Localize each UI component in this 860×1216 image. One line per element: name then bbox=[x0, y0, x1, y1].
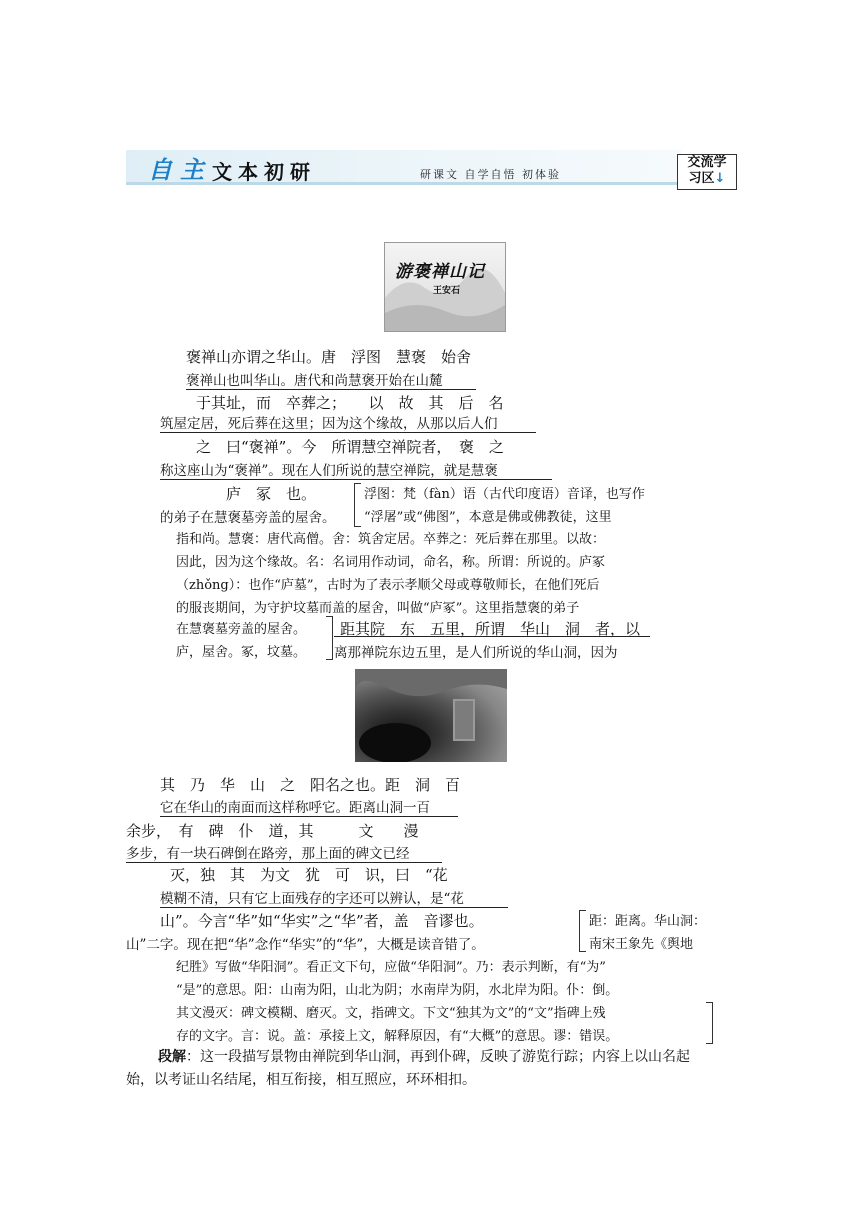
p2-original-3: 余步， 有 碑 仆 道，其 文 漫 bbox=[126, 822, 419, 840]
p1-original-4: 庐 冢 也。 bbox=[226, 485, 317, 503]
banner-underline bbox=[126, 182, 681, 185]
banner-title: 文本初研 bbox=[212, 160, 316, 184]
calligraphy-title: 游褒禅山记 bbox=[395, 262, 485, 282]
cave-rock-illustration bbox=[355, 669, 507, 762]
note2-bracket-left bbox=[579, 910, 586, 952]
p2-note-3: 纪胜》写做“华阳洞”。看正文下句，应做“华阳洞”。乃：表示判断，有“为” bbox=[176, 960, 606, 975]
p1-note-6: 的服丧期间，为守护坟墓而盖的屋舍，叫做“庐冢”。这里指慧褒的弟子 bbox=[176, 601, 580, 616]
p2-note-6: 存的文字。言：说。盖：承接上文，解释原因，有“大概”的意思。谬：错误。 bbox=[176, 1029, 619, 1044]
note2-bracket-right bbox=[706, 1002, 713, 1044]
p1-translation-4: 的弟子在慧褒墓旁盖的屋舍。 bbox=[160, 510, 336, 526]
banner-subtitle: 研课文 自学自悟 初体验 bbox=[420, 168, 561, 181]
exchange-label-1: 交流学 bbox=[687, 155, 727, 170]
p2-note-1: 距：距离。华山洞： bbox=[589, 914, 707, 929]
analysis-text-1: ：这一段描写景物由禅院到华山洞，再到仆碑，反映了游览行踪；内容上以山名起 bbox=[186, 1049, 690, 1065]
calligraphy-author: 王安石 bbox=[433, 286, 461, 296]
cave-photo bbox=[355, 669, 507, 762]
title-calligraphy-image bbox=[384, 242, 506, 332]
analysis-text-2: 始，以考证山名结尾，相互衔接，相互照应，环环相扣。 bbox=[126, 1072, 476, 1088]
down-arrow-icon: ↓ bbox=[714, 171, 726, 186]
p2-translation-5: 山”二字。现在把“华”念作“华实”的“华”，大概是读音错了。 bbox=[126, 937, 485, 953]
p2-original-4: 灭，独 其 为文 犹 可 识，曰 “花 bbox=[170, 866, 448, 884]
p2-original-2: 其 乃 华 山 之 阳名之也。距 洞 百 bbox=[160, 776, 461, 794]
p1-original-1: 褒禅山亦谓之华山。唐 浮图 慧褒 始舍 bbox=[186, 348, 472, 366]
p2-translation-3: 多步，有一块石碑倒在路旁，那上面的碑文已经 bbox=[126, 842, 442, 863]
exchange-label-2: 习区 bbox=[688, 171, 715, 186]
p1-note-4: 因此，因为这个缘故。名：名词用作动词，命名，称。所谓：所说的。庐冢 bbox=[176, 555, 606, 570]
p1-note-1: 浮图：梵（fàn）语（古代印度语）音译，也写作 bbox=[364, 487, 645, 502]
p2-underline-1 bbox=[334, 636, 650, 637]
p2-note-2: 南宋王象先《舆地 bbox=[589, 937, 694, 952]
analysis-label: 段解 bbox=[158, 1049, 186, 1065]
p2-translation-1: 离那禅院东边五里，是人们所说的华山洞，因为 bbox=[334, 645, 618, 661]
p2-translation-2: 它在华山的南面而这样称呼它。距离山洞一百 bbox=[160, 796, 458, 817]
p1-original-3: 之 曰“褒禅”。今 所谓慧空禅院者， 褒 之 bbox=[196, 438, 504, 456]
p1-note-8: 庐，屋舍。冢，坟墓。 bbox=[176, 645, 307, 660]
p1-original-2: 于其址，而 卒葬之； 以 故 其 后 名 bbox=[196, 394, 504, 412]
p1-note-3: 指和尚。慧褒：唐代高僧。舍：筑舍定居。卒葬之：死后葬在那里。以故： bbox=[176, 532, 606, 547]
banner-zhu: 主 bbox=[180, 156, 204, 184]
p1-note-2: “浮屠”或“佛图”，本意是佛或佛教徒，这里 bbox=[364, 510, 612, 525]
note-bracket-right bbox=[326, 616, 333, 660]
p1-note-5: （zhǒng）：也作“庐墓”，古时为了表示孝顺父母或尊敬师长，在他们死后 bbox=[176, 578, 600, 593]
section-banner bbox=[126, 150, 681, 184]
p1-translation-2: 筑屋定居，死后葬在这里；因为这个缘故，从那以后人们 bbox=[160, 412, 536, 433]
banner-zi: 自 bbox=[148, 156, 172, 184]
p1-translation-1: 褒禅山也叫华山。唐代和尚慧褒开始在山麓 bbox=[186, 369, 476, 390]
p1-note-7: 在慧褒墓旁盖的屋舍。 bbox=[176, 622, 307, 637]
p1-translation-3: 称这座山为“褒禅”。现在人们所说的慧空禅院，就是慧褒 bbox=[160, 459, 552, 480]
analysis-line-1 bbox=[158, 1046, 690, 1066]
exchange-area-button[interactable] bbox=[677, 154, 737, 190]
note-bracket-left bbox=[354, 483, 361, 527]
p2-original-1: 距其院 东 五里，所谓 华山 洞 者，以 bbox=[340, 620, 641, 638]
p2-note-4: “是”的意思。阳：山南为阳，山北为阴；水南岸为阴，水北岸为阳。仆：倒。 bbox=[176, 983, 619, 998]
p2-note-5: 其文漫灭：碑文模糊、磨灭。文，指碑文。下文“独其为文”的“文”指碑上残 bbox=[176, 1006, 606, 1021]
p2-translation-4: 模糊不清，只有它上面残存的字还可以辨认，是“花 bbox=[160, 887, 508, 908]
p2-original-5: 山”。今言“华”如“华实”之“华”者，盖 音谬也。 bbox=[160, 912, 484, 930]
